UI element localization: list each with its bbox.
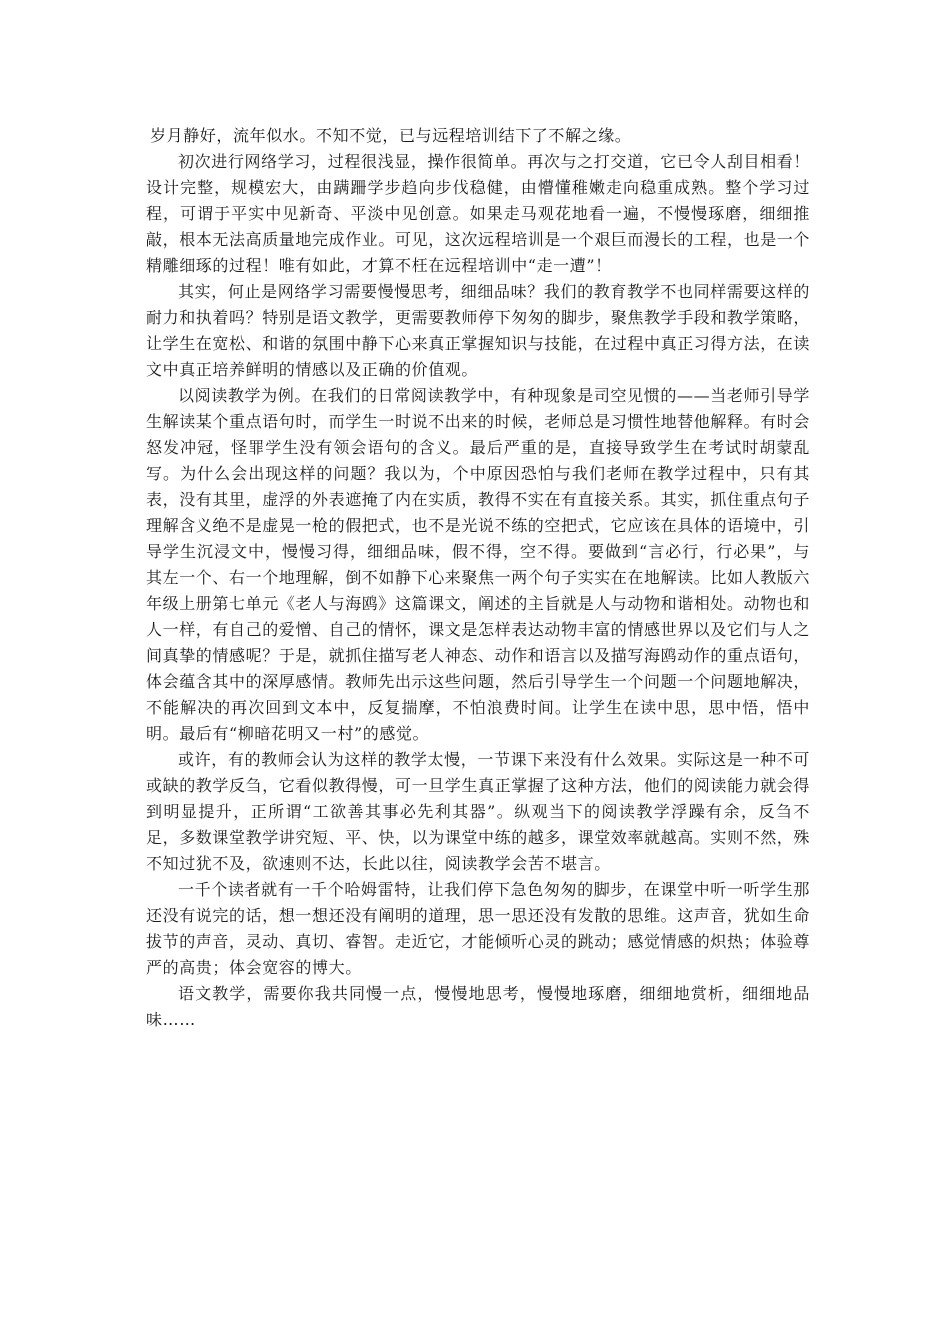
paragraph-3: 其实，何止是网络学习需要慢慢思考，细细品味？我们的教育教学不也同样需要这样的耐力和执着吗？特别是语文教学，更需要教师停下匆匆的脚步，聚焦教学手段和教学策略，让学生在宽松、和谐的氛围中静下心来真正掌握知识与技能，在过程中真正习得方法，在读文中真正培养鲜明的情感以及正确的价值观。 — [146, 282, 811, 379]
document-body — [146, 123, 810, 1033]
paragraph-6: 一千个读者就有一千个哈姆雷特，让我们停下急色匆匆的脚步，在课堂中听一听学生那还没有说完的话，想一想还没有阐明的道理，思一思还没有发散的思维。这声音，犹如生命拔节的声音，灵动、真切、睿智。走近它，才能倾听心灵的跳动；感觉情感的炽热；体验尊严的高贵；体会宽容的博大。 — [146, 880, 811, 977]
paragraph-2: 初次进行网络学习，过程很浅显，操作很简单。再次与之打交道，它已令人刮目相看！设计完整，规模宏大，由蹒跚学步趋向步伐稳健，由懵懂稚嫩走向稳重成熟。整个学习过程，可谓于平实中见新奇、平淡中见创意。如果走马观花地看一遍，不慢慢琢磨，细细推敲，根本无法高质量地完成作业。可见，这次远程培训是一个艰巨而漫长的工程，也是一个精雕细琢的过程！唯有如此，才算不枉在远程培训中“走一遭”！ — [146, 152, 811, 275]
paragraph-1: 岁月静好，流年似水。不知不觉，已与远程培训结下了不解之缘。 — [150, 126, 632, 145]
paragraph-4: 以阅读教学为例。在我们的日常阅读教学中，有种现象是司空见惯的——当老师引导学生解读某个重点语句时，而学生一时说不出来的时候，老师总是习惯性地替他解释。有时会怒发冲冠，怪罪学生没有领会语句的含义。最后严重的是，直接导致学生在考试时胡蒙乱写。为什么会出现这样的问题？我以为，个中原因恐怕与我们老师在教学过程中，只有其表，没有其里，虚浮的外表遮掩了内在实质，教得不实在有直接关系。其实，抓住重点句子理解含义绝不是虚晃一枪的假把式，也不是光说不练的空把式，它应该在具体的语境中，引导学生沉浸文中，慢慢习得，细细品味，假不得，空不得。要做到“言必行，行必果”，与其左一个、右一个地理解，倒不如静下心来聚焦一两个句子实实在在地解读。比如人教版六年级上册第七单元《老人与海鸥》这篇课文，阐述的主旨就是人与动物和谐相处。动物也和人一样，有自己的爱憎、自己的情怀，课文是怎样表达动物丰富的情感世界以及它们与人之间真挚的情感呢？于是，就抓住描写老人神态、动作和语言以及描写海鸥动作的重点语句，体会蕴含其中的深厚感情。教师先出示这些问题，然后引导学生一个问题一个问题地解决，不能解决的再次回到文本中，反复揣摩，不怕浪费时间。让学生在读中思，思中悟，悟中明。最后有“柳暗花明又一村”的感觉。 — [146, 386, 811, 743]
paragraph-7: 语文教学，需要你我共同慢一点，慢慢地思考，慢慢地琢磨，细细地赏析，细细地品味…… — [146, 984, 810, 1029]
paragraph-5: 或许，有的教师会认为这样的教学太慢，一节课下来没有什么效果。实际这是一种不可或缺的教学反刍，它看似教得慢，可一旦学生真正掌握了这种方法，他们的阅读能力就会得到明显提升，正所谓“工欲善其事必先利其器”。纵观当下的阅读教学浮躁有余，反刍不足，多数课堂教学讲究短、平、快，以为课堂中练的越多，课堂效率就越高。实则不然，殊不知过犹不及，欲速则不达，长此以往，阅读教学会苦不堪言。 — [146, 750, 811, 873]
